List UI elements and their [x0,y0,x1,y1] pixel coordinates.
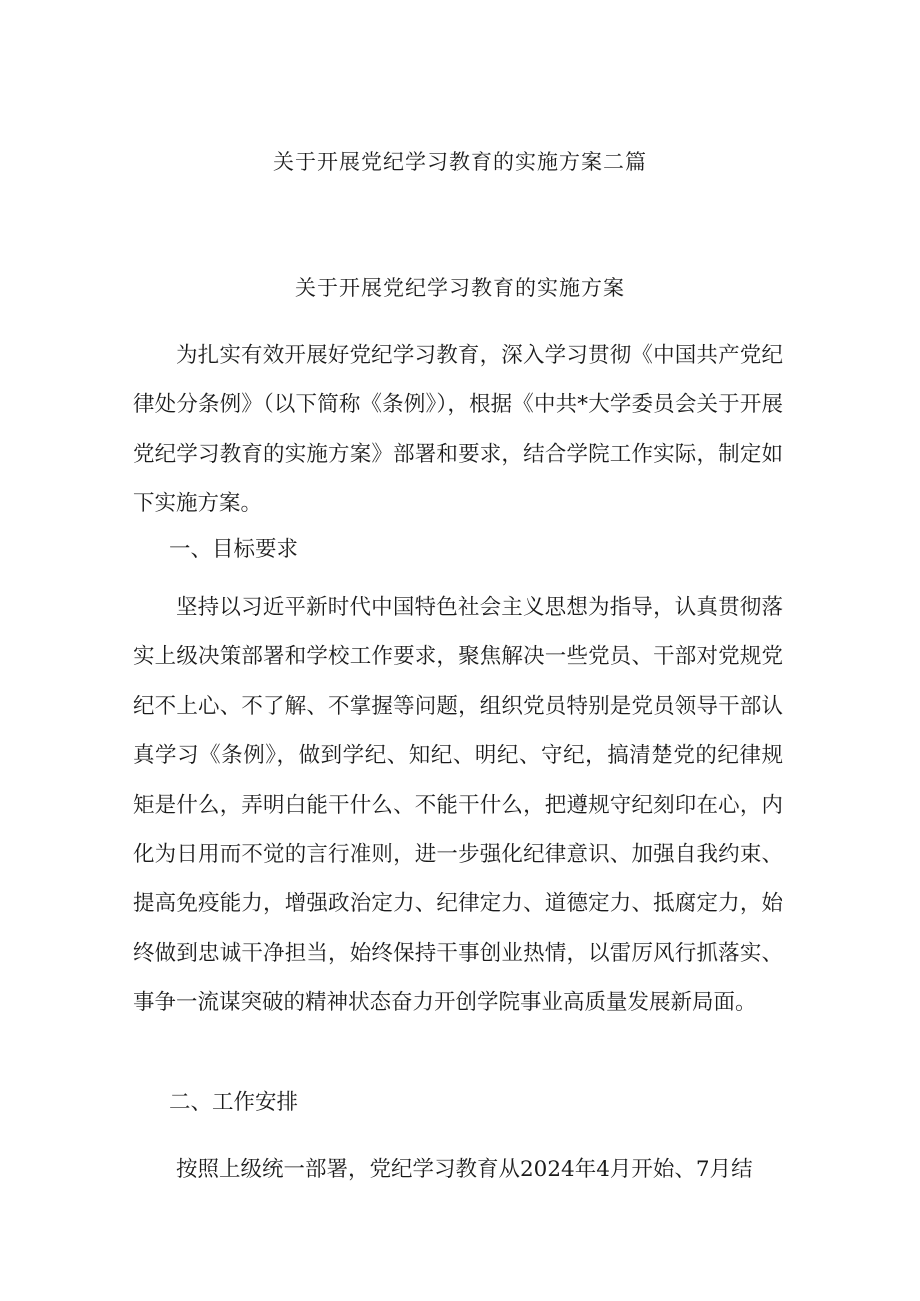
section-heading-goals: 一、目标要求 [169,537,299,562]
intro-paragraph: 为扎实有效开展好党纪学习教育，深入学习贯彻《中国共产党纪律处分条例》（以下简称《条例》），根据《中共*大学委员会关于开展党纪学习教育的实施方案》部署和要求，结合学院工作实际，制定如下实施方案。 [133,343,783,517]
section-paragraph-goals: 坚持以习近平新时代中国特色社会主义思想为指导，认真贯彻落实上级决策部署和学校工作要求，聚焦解决一些党员、干部对党规党纪不上心、不了解、不掌握等问题，组织党员特别是党员领导干部认真学习《条例》，做到学纪、知纪、明纪、守纪，搞清楚党的纪律规矩是什么，弄明白能干什么、不能干什么，把遵规守纪刻印在心，内化为日用而不觉的言行准则，进一步强化纪律意识、加强自我约束、提高免疫能力，增强政治定力、纪律定力、道德定力、抵腐定力，始终做到忠诚干净担当，始终保持干事创业热情，以雷厉风行抓落实、事争一流谋突破的精神状态奋力开创学院事业高质量发展新局面。 [133,595,783,1016]
plan-title: 关于开展党纪学习教育的实施方案 [295,276,625,300]
section-heading-arrangement: 二、工作安排 [169,1090,299,1115]
section-paragraph-arrangement: 按照上级统一部署，党纪学习教育从2024年4月开始、7月结 [176,1157,753,1182]
document-title: 关于开展党纪学习教育的实施方案二篇 [273,150,647,174]
